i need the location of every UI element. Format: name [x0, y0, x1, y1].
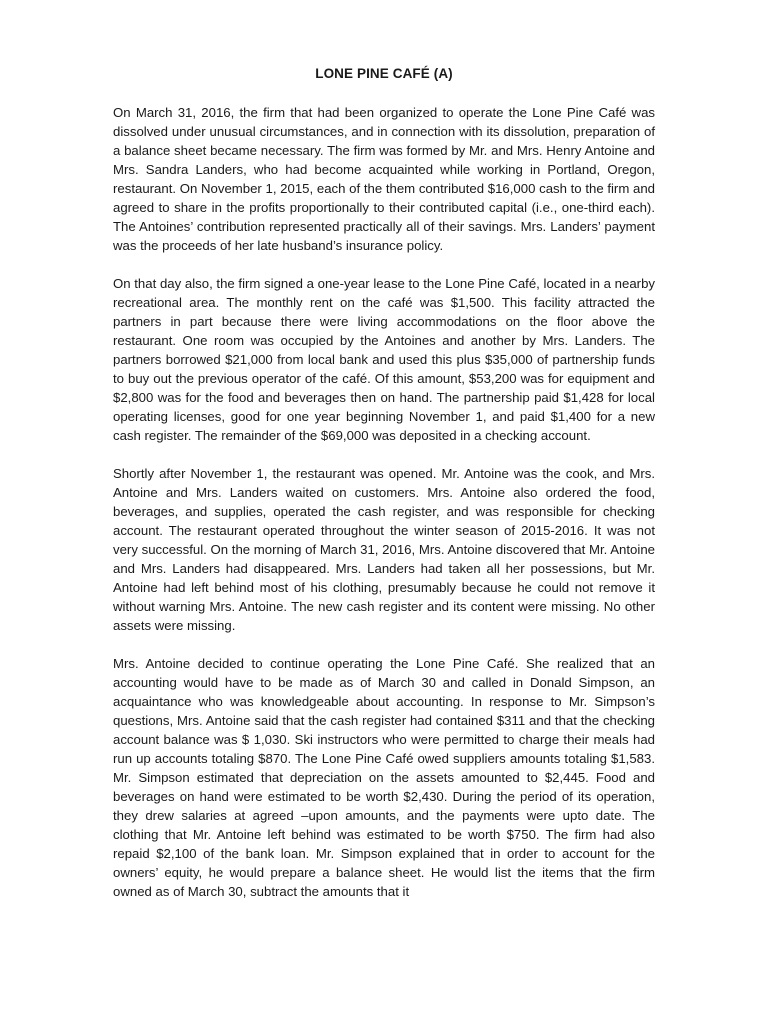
paragraph-2: On that day also, the firm signed a one-year lease to the Lone Pine Café, located in a nearby recreational area. The monthly rent on the café was $1,500. This facility attracted the partners in part because there were living accommodations on the floor above the restaurant. One room was occupied by the Antoines and another by Mrs. Landers. The partners borrowed $21,000 from local bank and used this plus $35,000 of partnership funds to buy out the previous operator of the café. Of this amount, $53,200 was for equipment and $2,800 was for the food and beverages then on hand. The partnership paid $1,428 for local operating licenses, good for one year beginning November 1, and paid $1,400 for a new cash register. The remainder of the $69,000 was deposited in a checking account. — [113, 276, 655, 443]
paragraph-4: Mrs. Antoine decided to continue operating the Lone Pine Café. She realized that an accounting would have to be made as of March 30 and called in Donald Simpson, an acquaintance who was knowledgeable about accounting. In response to Mr. Simpson’s questions, Mrs. Antoine said that the cash register had contained $311 and that the checking account balance was $ 1,030. Ski instructors who were permitted to charge their meals had run up accounts totaling $870. The Lone Pine Café owed suppliers amounts totaling $1,583. Mr. Simpson estimated that depreciation on the assets amounted to $2,445. Food and beverages on hand were estimated to be worth $2,430. During the period of its operation, they drew salaries at agreed –upon amounts, and the payments were upto date. The clothing that Mr. Antoine left behind was estimated to be worth $750. The firm had also repaid $2,100 of the bank loan. Mr. Simpson explained that in order to account for the owners’ equity, he would prepare a balance sheet. He would list the items that the firm owned as of March 30, subtract the amounts that it — [113, 656, 655, 899]
document-title: LONE PINE CAFÉ (A) — [315, 66, 453, 81]
paragraph-1: On March 31, 2016, the firm that had been organized to operate the Lone Pine Café was dissolved under unusual circumstances, and in connection with its dissolution, preparation of a balance sheet became necessary. The firm was formed by Mr. and Mrs. Henry Antoine and Mrs. Sandra Landers, who had become acquainted while working in Portland, Oregon, restaurant. On November 1, 2015, each of the them contributed $16,000 cash to the firm and agreed to share in the profits proportionally to their contributed capital (i.e., one-third each). The Antoines’ contribution represented practically all of their savings. Mrs. Landers’ payment was the proceeds of her late husband’s insurance policy. — [113, 105, 655, 253]
document-page — [113, 64, 655, 920]
paragraph-3: Shortly after November 1, the restaurant was opened. Mr. Antoine was the cook, and Mrs. Antoine and Mrs. Landers waited on customers. Mrs. Antoine also ordered the food, beverages, and supplies, operated the cash register, and was responsible for checking account. The restaurant operated throughout the winter season of 2015-2016. It was not very successful. On the morning of March 31, 2016, Mrs. Antoine discovered that Mr. Antoine and Mrs. Landers had disappeared. Mrs. Landers had taken all her possessions, but Mr. Antoine had left behind most of his clothing, presumably because he could not remove it without warning Mrs. Antoine. The new cash register and its content were missing. No other assets were missing. — [113, 466, 655, 633]
